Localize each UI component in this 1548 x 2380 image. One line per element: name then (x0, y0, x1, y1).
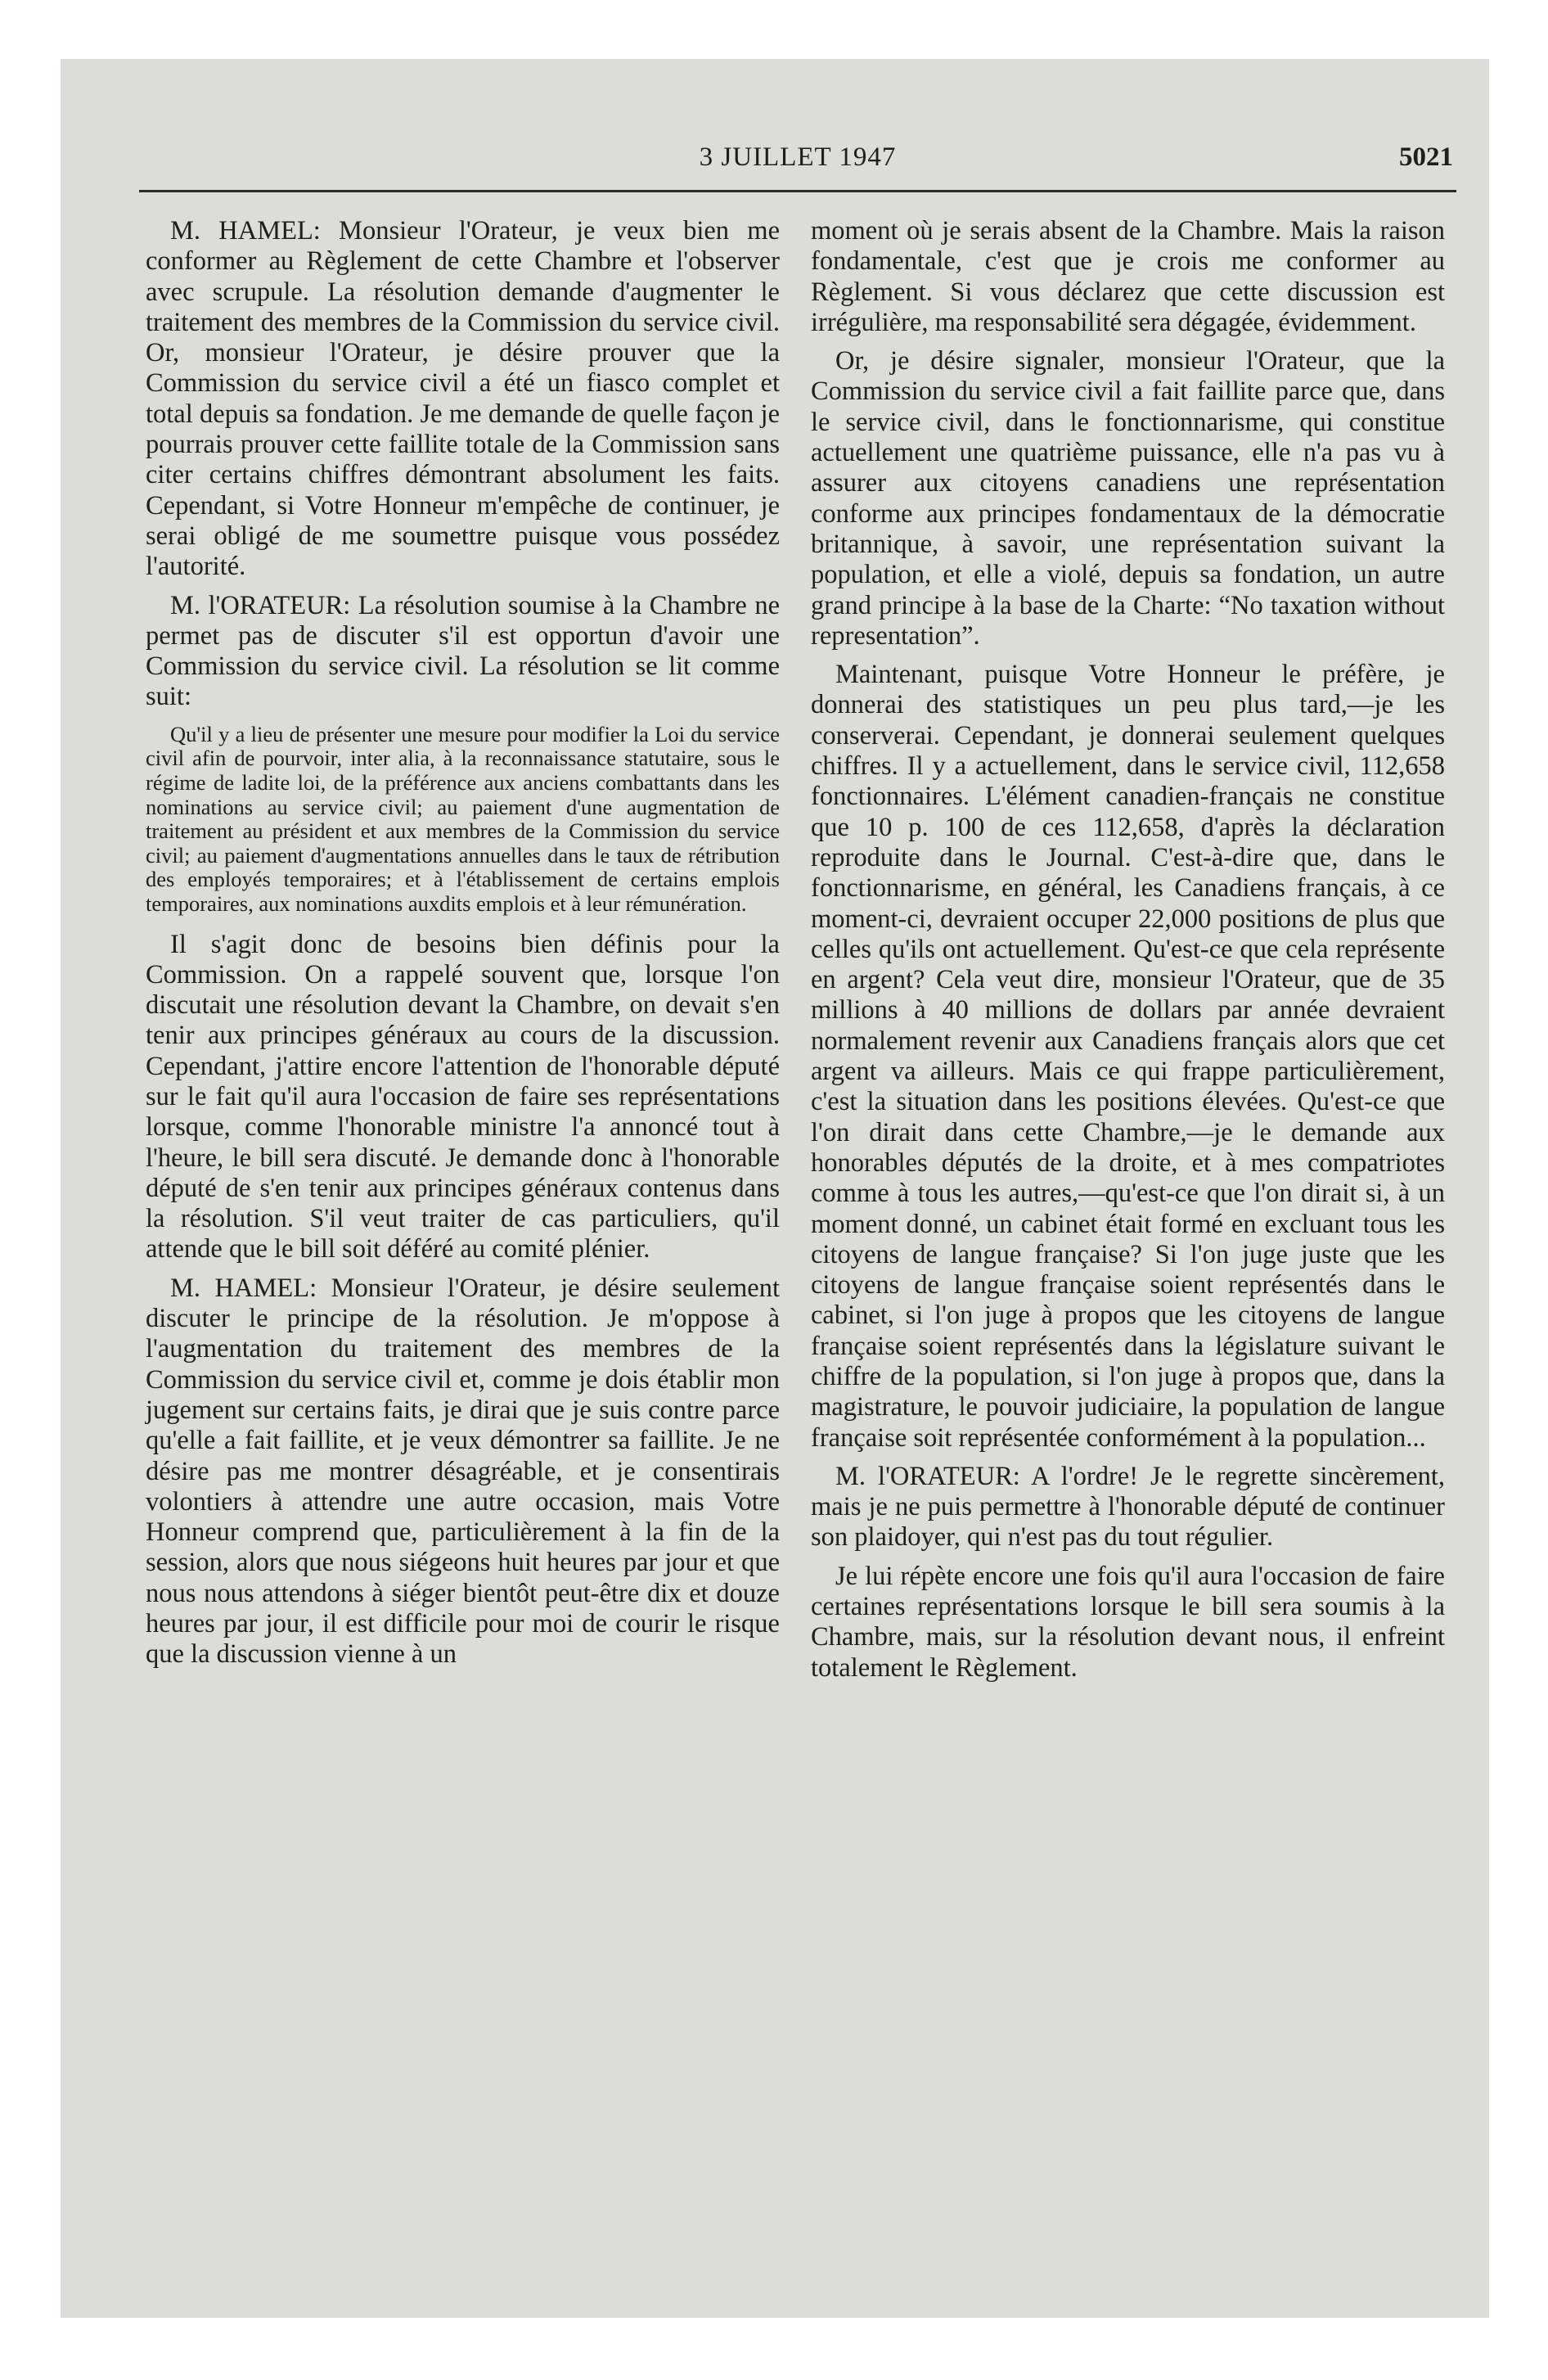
paragraph-hamel-2: M. HAMEL: Monsieur l'Orateur, je désire seulement discuter le principe de la résolution. Je m'oppose à l'augmentation du traitement des membres de la Commission du service civil et, comme je dois établir mon jugement sur certains faits, je dirai que je suis contre parce qu'elle a fait faillite, et je veux démontrer sa faillite. Je ne désire pas me montrer désagréable, et je consentirais volontiers à attendre une autre occasion, mais Votre Honneur comprend que, particulièrement à la fin de la session, alors que nous siégeons huit heures par jour et que nous nous attendons à siéger bientôt peut-être dix et douze heures par jour, il est difficile pour moi de courir le risque que la discussion vienne à un (146, 1273, 780, 1670)
page-header (139, 141, 1456, 192)
resolution-quote: Qu'il y a lieu de présenter une mesure pour modifier la Loi du service civil afin de pourvoir, inter alia, à la reconnaissance statutaire, sous le régime de ladite loi, de la préférence aux anciens combattants dans les nominations au service civil; au paiement d'une augmentation de traitement au président et aux membres de la Commission du service civil; au paiement d'augmentations annuelles dans le taux de rétribution des employés temporaires; et à l'établissement de certains emplois temporaires, aux nominations auxdits emplois et à leur rémunération. (146, 721, 780, 916)
page-number: 5021 (1399, 142, 1453, 172)
page-date: 3 JUILLET 1947 (699, 142, 897, 172)
paragraph-hamel-4: Maintenant, puisque Votre Honneur le préfère, je donnerai des statistiques un peu plus tard,—je les conserverai. Cependant, je donnerai seulement quelques chiffres. Il y a actuellement, dans le service civil, 112,658 fonctionnaires. L'élément canadien-français ne constitue que 10 p. 100 de ces 112,658, d'après la déclaration reproduite dans le Journal. C'est-à-dire que, dans le fonctionnarisme, en général, les Canadiens français, à ce moment-ci, devraient occuper 22,000 positions de plus que celles qu'ils ont actuellement. Qu'est-ce que cela représente en argent? Cela veut dire, monsieur l'Orateur, que de 35 millions à 40 millions de dollars par année devraient normalement revenir aux Canadiens français alors que cet argent va ailleurs. Mais ce qui frappe particulièrement, c'est la situation dans les positions élevées. Qu'est-ce que l'on dirait dans cette Chambre,—je le demande aux honorables députés de la droite, et à mes compatriotes comme à tous les autres,—qu'est-ce que l'on dirait si, à un moment donné, un cabinet était formé en excluant tous les citoyens de langue française? Si l'on juge juste que les citoyens de langue française soient représentés dans le cabinet, si l'on juge à propos que les citoyens de langue française soient représentés dans la législature suivant le chiffre de la population, si l'on juge à propos que, dans la magistrature, le pouvoir judiciaire, la population de langue française soit représentée conformément à la population... (811, 660, 1445, 1453)
hansard-page (61, 59, 1489, 2318)
paragraph-orateur-2: Il s'agit donc de besoins bien définis pour la Commission. On a rappelé souvent que, lorsque l'on discutait une résolution devant la Chambre, on devait s'en tenir aux principes généraux au cours de la discussion. Cependant, j'attire encore l'attention de l'honorable député sur le fait qu'il aura l'occasion de faire ses représentations lorsque, comme l'honorable ministre l'a annoncé tout à l'heure, le bill sera discuté. Je demande donc à l'honorable député de s'en tenir aux principes généraux contenus dans la résolution. S'il veut traiter de cas particuliers, qu'il attende que le bill soit déféré au comité plénier. (146, 929, 780, 1264)
paragraph-continuation: moment où je serais absent de la Chambre. Mais la raison fondamentale, c'est que je crois me conformer au Règlement. Si vous déclarez que cette discussion est irrégulière, ma responsabilité sera dégagée, évidemment. (811, 216, 1445, 337)
paragraph-orateur-4: Je lui répète encore une fois qu'il aura l'occasion de faire certaines représentations lorsque le bill sera soumis à la Chambre, mais, sur la résolution devant nous, il enfreint totalement le Règlement. (811, 1561, 1445, 1683)
paragraph-hamel-3: Or, je désire signaler, monsieur l'Orateur, que la Commission du service civil a fait faillite parce que, dans le service civil, dans le fonctionnarisme, qui constitue actuellement une quatrième puissance, elle n'a pas vu à assurer aux citoyens canadiens une représentation conforme aux principes fondamentaux de la démocratie britannique, à savoir, une représentation suivant la population, et elle a violé, depuis sa fondation, un autre grand principe à la base de la Charte: “No taxation without representation”. (811, 346, 1445, 651)
paragraph-orateur-3: M. l'ORATEUR: A l'ordre! Je le regrette sincèrement, mais je ne puis permettre à l'honorable député de continuer son plaidoyer, qui n'est pas du tout régulier. (811, 1461, 1445, 1553)
paragraph-orateur-1: M. l'ORATEUR: La résolution soumise à la Chambre ne permet pas de discuter s'il est opportun d'avoir une Commission du service civil. La résolution se lit comme suit: (146, 590, 780, 712)
right-column (811, 216, 1445, 1692)
left-column (146, 216, 780, 1679)
paragraph-hamel-1: M. HAMEL: Monsieur l'Orateur, je veux bien me conformer au Règlement de cette Chambre et l'observer avec scrupule. La résolution demande d'augmenter le traitement des membres de la Commission du service civil. Or, monsieur l'Orateur, je désire prouver que la Commission du service civil a été un fiasco complet et total depuis sa fondation. Je me demande de quelle façon je pourrais prouver cette faillite totale de la Commission sans citer certains chiffres démontrant absolument les faits. Cependant, si Votre Honneur m'empêche de continuer, je serai obligé de me soumettre puisque vous possédez l'autorité. (146, 216, 780, 582)
